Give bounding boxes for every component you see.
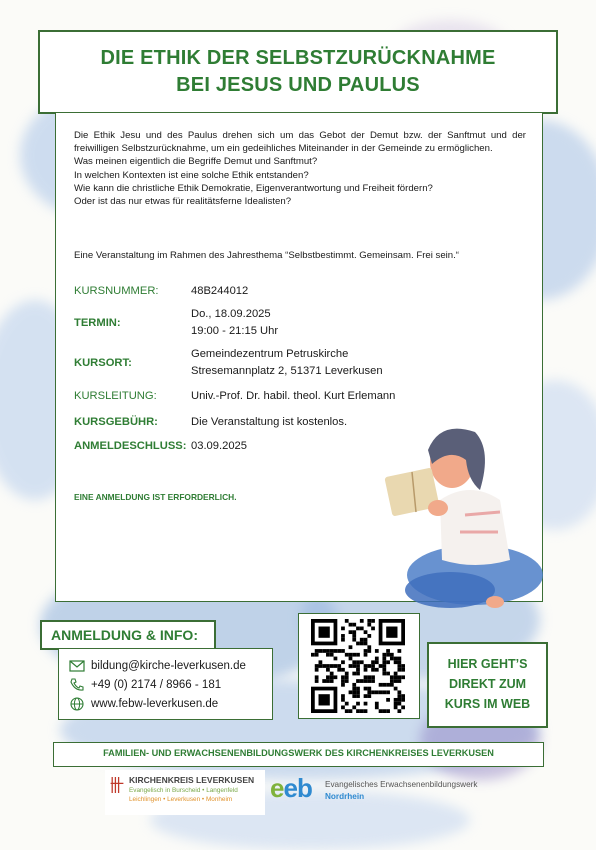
contact-heading: ANMELDUNG & INFO: — [40, 620, 216, 650]
phone-number[interactable]: +49 (0) 2174 / 8966 - 181 — [91, 679, 222, 691]
kursnummer-value: 48B244012 — [191, 285, 249, 297]
kursgebuehr-label: KURSGEBÜHR: — [74, 416, 158, 428]
registration-required-note: EINE ANMELDUNG IST ERFORDERLICH. — [74, 492, 237, 502]
event-note: Eine Veranstaltung im Rahmen des Jahresthema “Selbstbestimmt. Gemeinsam. Frei sein.“ — [74, 250, 459, 261]
reading-person-illustration — [380, 420, 545, 620]
question-4: Oder ist das nur etwas für realitätsferne Idealisten? — [74, 196, 292, 208]
kursort-address: Stresemannplatz 2, 51371 Leverkusen — [191, 365, 383, 377]
kursleitung-label: KURSLEITUNG: — [74, 390, 157, 402]
page-title: DIE ETHIK DER SELBSTZURÜCKNAHME BEI JESUS UND PAULUS — [100, 47, 496, 96]
termin-date: Do., 18.09.2025 — [191, 308, 271, 320]
anmeldeschluss-label: ANMELDESCHLUSS: — [74, 440, 187, 452]
kirchenkreis-logo: KIRCHENKREIS LEVERKUSEN Evangelisch in Burscheid • Langenfeld Leichlingen • Leverkusen • Monheim — [105, 770, 265, 815]
footer-title: FAMILIEN- UND ERWACHSENENBILDUNGSWERK DES KIRCHENKREISES LEVERKUSEN — [53, 742, 544, 767]
email-icon — [69, 659, 85, 673]
question-1: Was meinen eigentlich die Begriffe Demut und Sanftmut? — [74, 156, 318, 168]
kursleitung-value: Univ.-Prof. Dr. habil. theol. Kurt Erlemann — [191, 390, 396, 402]
qr-code[interactable] — [311, 619, 405, 713]
email-link[interactable]: bildung@kirche-leverkusen.de — [91, 660, 246, 672]
kursnummer-label: KURSNUMMER: — [74, 285, 159, 297]
contact-box — [58, 648, 273, 720]
question-2: In welchen Kontexten ist eine solche Ethik entstanden? — [74, 169, 309, 181]
cross-logo-icon — [109, 774, 125, 796]
termin-time: 19:00 - 21:15 Uhr — [191, 325, 279, 337]
eeb-mark: eeb — [270, 773, 312, 803]
web-cta-box[interactable] — [427, 642, 548, 728]
question-3: Wie kann die christliche Ethik Demokratie, Eigenverantwortung und Freiheit fördern? — [74, 182, 433, 194]
kursort-label: KURSORT: — [74, 357, 132, 369]
web-cta-text[interactable]: HIER GEHT’S DIREKT ZUM KURS IM WEB — [444, 657, 531, 711]
website-link[interactable]: www.febw-leverkusen.de — [91, 698, 219, 710]
logo-area — [105, 770, 545, 815]
termin-label: TERMIN: — [74, 317, 121, 329]
title-box — [38, 30, 558, 114]
email-row[interactable] — [69, 659, 246, 673]
anmeldeschluss-value: 03.09.2025 — [191, 440, 247, 452]
qr-code-box — [298, 613, 420, 719]
eeb-logo: eeb Evangelisches Erwachsenenbildungswerk Nordrhein — [270, 773, 478, 803]
phone-row[interactable] — [69, 678, 221, 692]
globe-icon — [69, 697, 85, 711]
description-paragraph: Die Ethik Jesu und des Paulus drehen sich um das Gebot der Demut bzw. der Sanftmut und der freiwilligen Selbstzurücknahme, um ein gedeihliches Miteinander in der Gemeinde zu ermöglichen. — [74, 130, 526, 155]
phone-icon — [69, 678, 85, 692]
web-row[interactable] — [69, 697, 218, 711]
course-description — [74, 129, 526, 208]
kursort-venue: Gemeindezentrum Petruskirche — [191, 348, 349, 360]
kursgebuehr-value: Die Veranstaltung ist kostenlos. — [191, 416, 348, 428]
